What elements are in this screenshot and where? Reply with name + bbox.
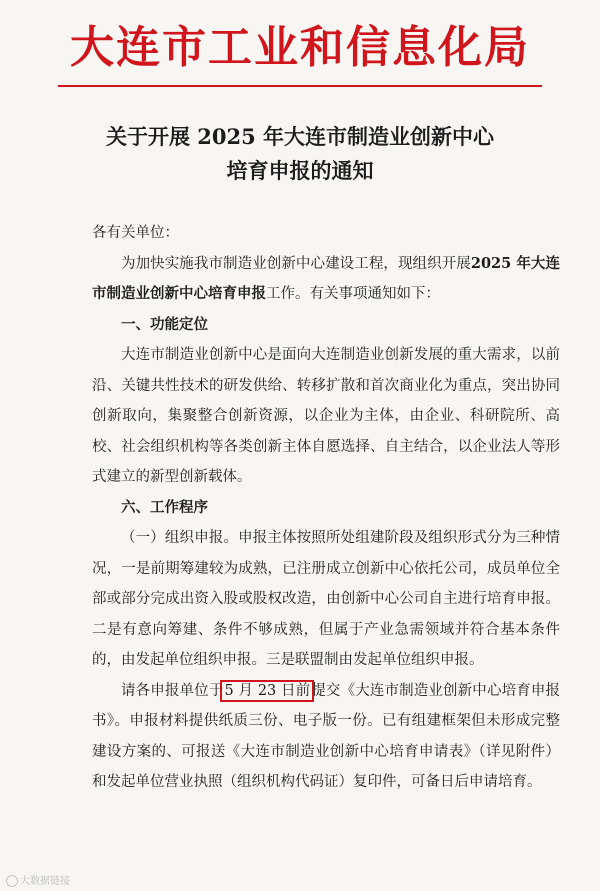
intro-text-after: 工作。有关事项通知如下： [266, 286, 440, 302]
title-line-1: 关于开展 2025 年大连市制造业创新中心 [105, 124, 495, 149]
deadline-text-before: 请各申报单位于 [121, 682, 224, 699]
salutation: 各有关单位： [92, 225, 179, 241]
section-6-paragraph-1: （一）组织申报。申报主体按照所处组建阶段及组织形式分为三种情况，一是前期筹建较为成熟，已注册成立创新中心依托公司，成员单位全部或部分完成出资入股或股权改造，由创新中心公司自主进行培育申报。二是有意向筹建、条件不够成熟，但属于产业急需领域并符合基本条件的，由发起单位组织申报。三是联盟制由发起单位组织申报。 [92, 530, 560, 668]
title-line-2: 培育申报的通知 [226, 158, 374, 183]
document-body [92, 218, 560, 798]
letterhead-rule [58, 85, 542, 87]
deadline-highlight: 5 月 23 日前 [224, 682, 311, 699]
agency-letterhead: 大连市工业和信息化局 [70, 22, 530, 73]
watermark [6, 872, 70, 887]
watermark-text: 大数据链接 [20, 876, 70, 887]
section-1-heading: 一、功能定位 [121, 316, 208, 333]
section-1-paragraph: 大连市制造业创新中心是面向大连制造业创新发展的重大需求，以前沿、关键共性技术的研发供给、转移扩散和首次商业化为重点，突出协同创新取向，集聚整合创新资源，以企业为主体，由企业、科研院所、高校、社会组织机构等各类创新主体自愿选择、自主结合，以企业法人等形式建立的新型创新载体。 [92, 347, 560, 485]
section-6-paragraph-2 [92, 676, 560, 798]
deadline-text-after: 提交《大连市制造业创新中心培育申报书》。申报材料提供纸质三份、电子版一份。已有组建框架但未形成完整建设方案的、可报送《大连市制造业创新中心培育申请表》（详见附件）和发起单位营业执照（组织机构代码证）复印件，可备日后申请培育。 [92, 682, 560, 790]
document-title [0, 120, 600, 188]
intro-bold-text: 2025 年大连市制造业创新中心培育申报 [92, 254, 560, 302]
intro-paragraph [92, 249, 560, 310]
intro-text-before: 为加快实施我市制造业创新中心建设工程，现组织开展 [121, 255, 471, 272]
section-6-heading: 六、工作程序 [121, 499, 208, 516]
watermark-logo-icon [6, 875, 18, 887]
